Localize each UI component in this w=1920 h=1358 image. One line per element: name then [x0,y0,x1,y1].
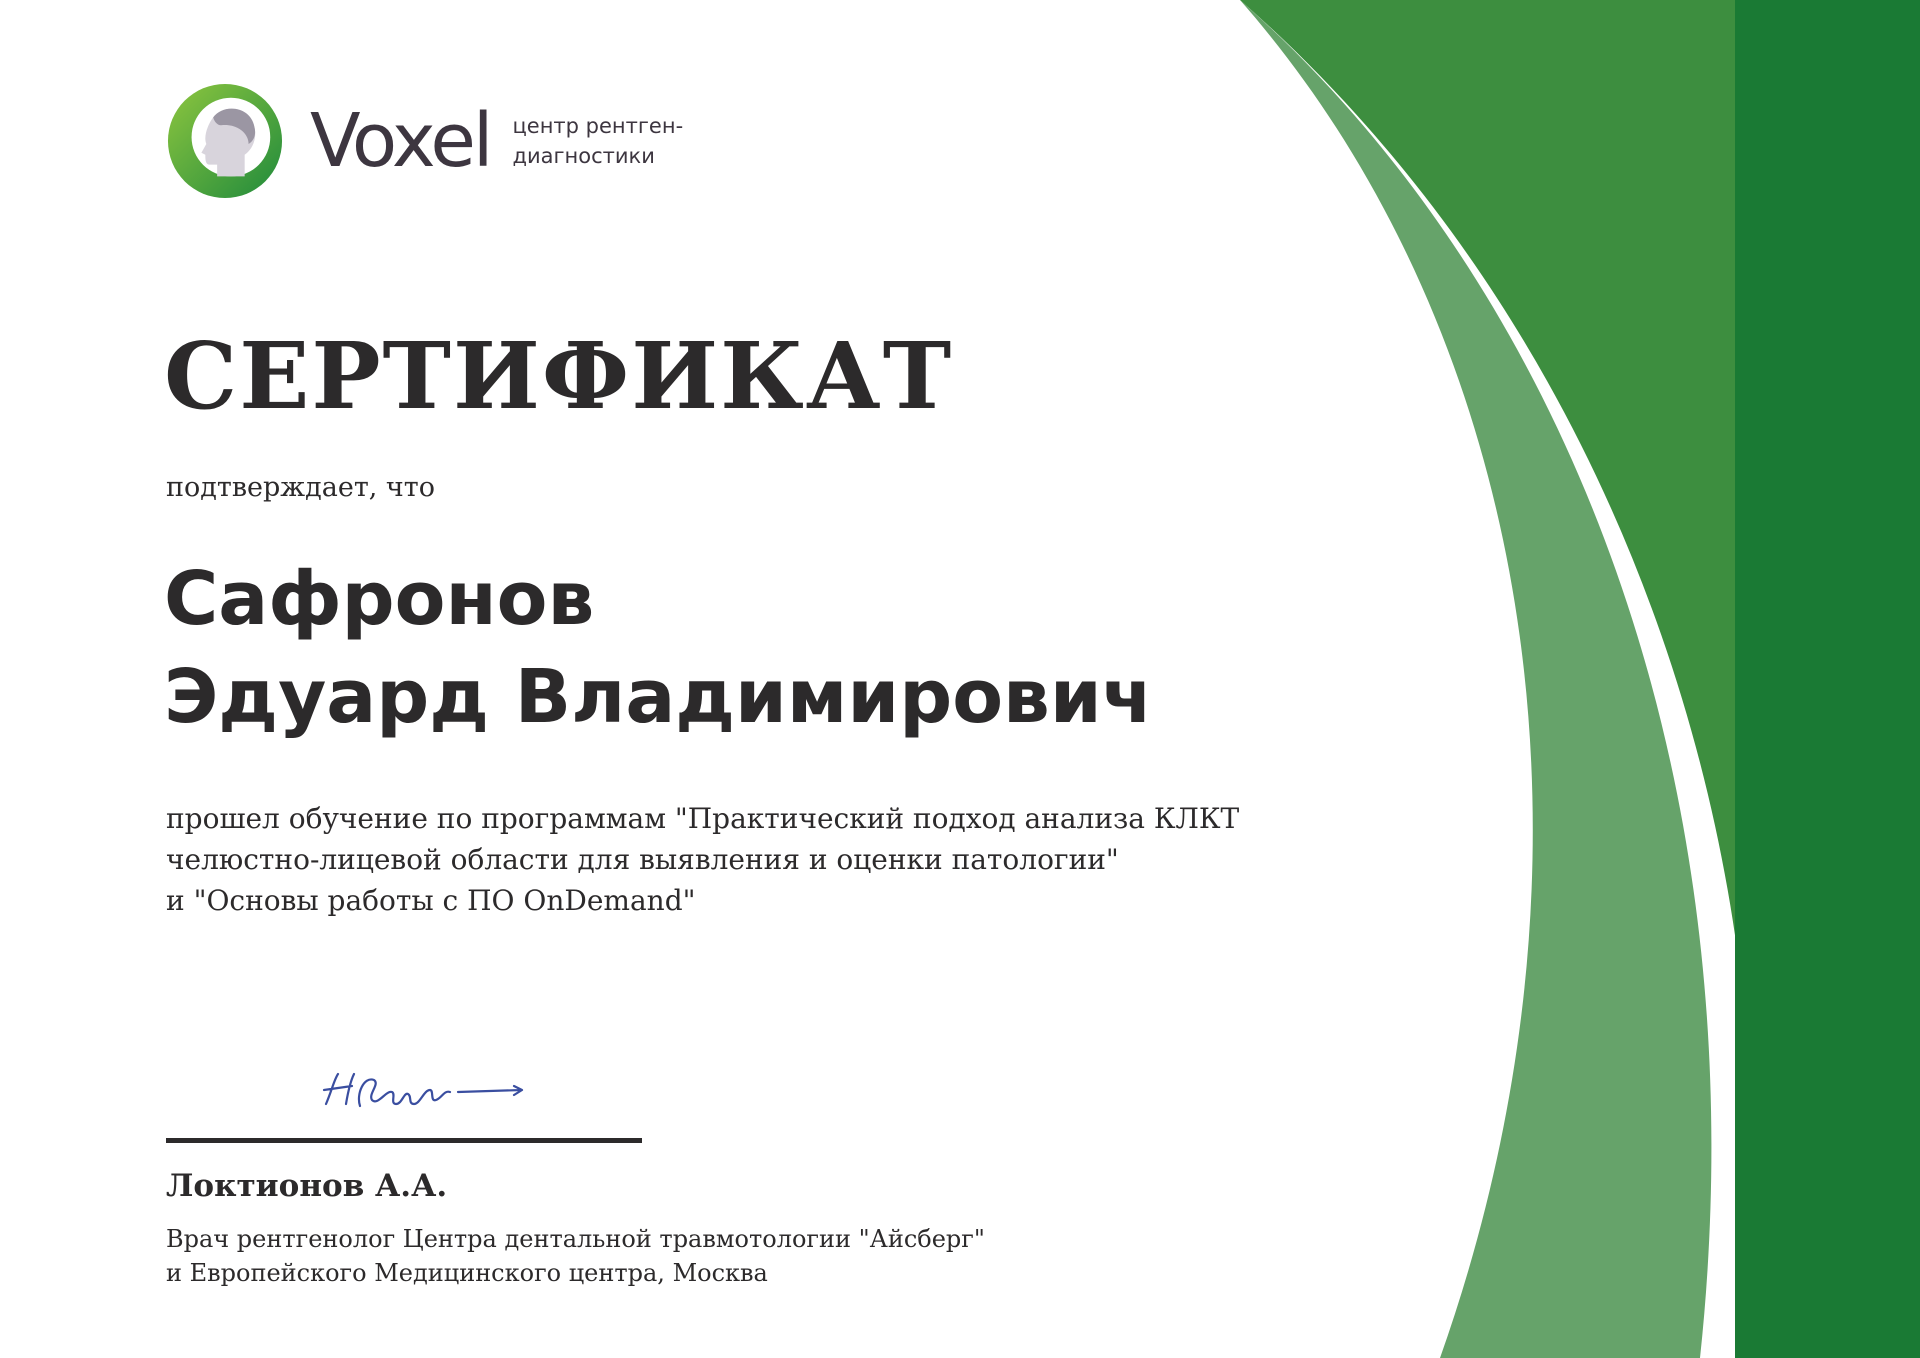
course-line-3: и "Основы работы с ПО OnDemand" [166,884,696,917]
signature-line [166,1138,642,1143]
handwritten-signature [316,1060,566,1118]
brand-subtitle-line-2: диагностики [512,144,655,168]
course-description [166,798,1239,921]
signatory-position-line-2: и Европейского Медицинского центра, Москва [166,1259,768,1287]
brand-subtitle [512,111,683,171]
right-edge-band [1735,0,1920,1358]
course-line-2: челюстно-лицевой области для выявления и оценки патологии" [166,843,1119,876]
certificate-title: СЕРТИФИКАТ [164,322,954,430]
course-line-1: прошел обучение по программам "Практический подход анализа КЛКТ [166,802,1240,835]
recipient-given-names: Эдуард Владимирович [164,654,1153,740]
confirms-text: подтверждает, что [166,472,435,503]
signatory-position-line-1: Врач рентгенолог Центра дентальной травмотологии "Айсберг" [166,1225,985,1253]
brand-wordmark: Voxel [310,98,491,184]
brand-subtitle-line-1: центр рентген- [512,114,684,138]
signatory-position [166,1222,985,1290]
head-profile-icon [166,82,284,200]
signatory-name: Локтионов А.А. [166,1168,448,1204]
recipient-name [164,550,1153,746]
voxel-logo [166,82,683,200]
recipient-surname: Сафронов [164,556,595,642]
